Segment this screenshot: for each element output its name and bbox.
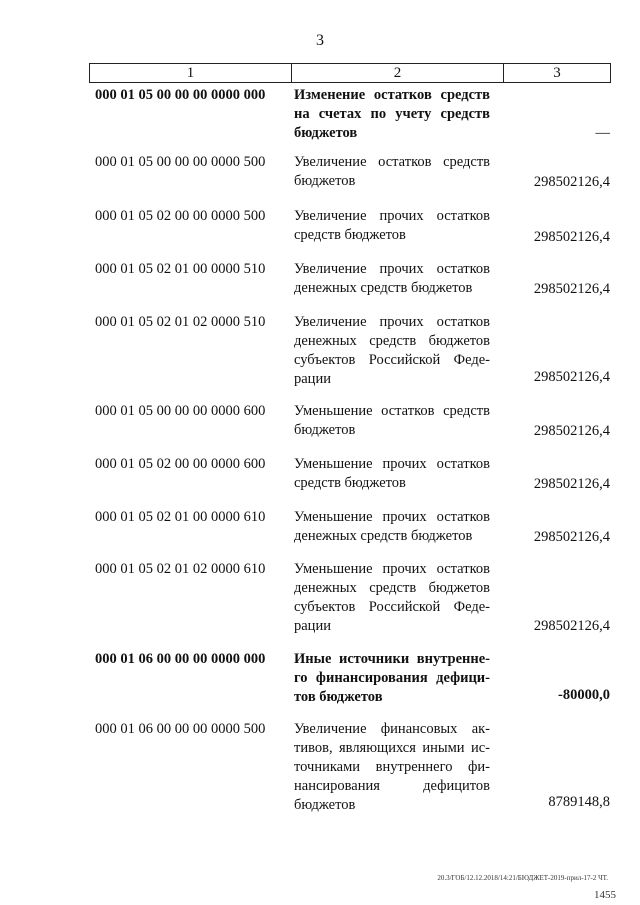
footer-stamp: 20.3/ГОБ/12.12.2018/14:21/БЮДЖЕТ-2019-прил-17-2 ЧТ. bbox=[437, 874, 608, 882]
row-name: Уменьшение прочих остатков денежных средств бюджетов субъектов Российской Феде-рации bbox=[294, 561, 490, 634]
row-code: 000 01 05 02 00 00 0000 500 bbox=[95, 208, 266, 224]
row-amount: 8789148,8 bbox=[548, 794, 610, 810]
row-name: Увеличение прочих остатков средств бюджетов bbox=[294, 208, 490, 243]
row-code: 000 01 06 00 00 00 0000 000 bbox=[95, 651, 266, 667]
row-amount: 298502126,4 bbox=[533, 423, 610, 439]
header-col-3: 3 bbox=[553, 65, 561, 81]
row-name: Изменение остатков средств на счетах по учету средств бюджетов bbox=[294, 87, 490, 141]
row-name: Увеличение остатков средств бюджетов bbox=[294, 154, 490, 189]
row-amount: 298502126,4 bbox=[533, 476, 610, 492]
row-amount: 298502126,4 bbox=[533, 281, 610, 297]
header-col-1: 1 bbox=[90, 64, 292, 82]
row-code: 000 01 05 02 01 00 0000 510 bbox=[95, 261, 266, 277]
row-amount: 298502126,4 bbox=[533, 529, 610, 545]
row-amount: — bbox=[595, 125, 610, 141]
row-amount: 298502126,4 bbox=[533, 369, 610, 385]
row-code: 000 01 06 00 00 00 0000 500 bbox=[95, 721, 266, 737]
page-number: 3 bbox=[316, 32, 324, 49]
row-name: Уменьшение остатков средств бюджетов bbox=[294, 403, 490, 438]
row-amount: 298502126,4 bbox=[533, 174, 610, 190]
row-name: Увеличение финансовых ак-тивов, являющихся иными ис-точниками внутреннего фи-нансирования дефицитов бюджетов bbox=[294, 721, 490, 813]
row-name: Увеличение прочих остатков денежных средств бюджетов субъектов Российской Феде-рации bbox=[294, 314, 490, 387]
row-code: 000 01 05 02 01 00 0000 610 bbox=[95, 509, 266, 525]
row-code: 000 01 05 02 00 00 0000 600 bbox=[95, 456, 266, 472]
table-header bbox=[89, 63, 611, 83]
row-code: 000 01 05 02 01 02 0000 610 bbox=[95, 561, 266, 577]
row-code: 000 01 05 00 00 00 0000 500 bbox=[95, 154, 266, 170]
row-name: Уменьшение прочих остатков средств бюджетов bbox=[294, 456, 490, 491]
corner-mark: 1455 bbox=[594, 889, 616, 901]
row-amount: 298502126,4 bbox=[533, 618, 610, 634]
header-col-2: 2 bbox=[292, 64, 504, 82]
row-amount: 298502126,4 bbox=[533, 229, 610, 245]
row-amount: -80000,0 bbox=[558, 687, 610, 703]
row-code: 000 01 05 02 01 02 0000 510 bbox=[95, 314, 266, 330]
row-code: 000 01 05 00 00 00 0000 600 bbox=[95, 403, 266, 419]
row-code: 000 01 05 00 00 00 0000 000 bbox=[95, 87, 266, 103]
row-name: Увеличение прочих остатков денежных средств бюджетов bbox=[294, 261, 490, 296]
row-name: Иные источники внутренне-го финансирования дефици-тов бюджетов bbox=[294, 651, 490, 705]
row-name: Уменьшение прочих остатков денежных средств бюджетов bbox=[294, 509, 490, 544]
